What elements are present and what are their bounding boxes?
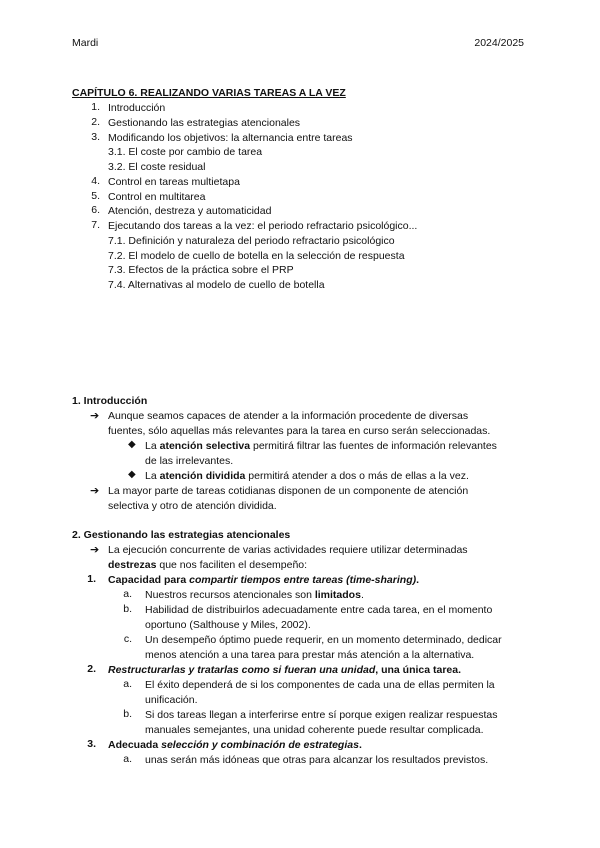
toc-item: Control en tareas multietapa (108, 175, 240, 188)
header-author: Mardi (72, 37, 99, 49)
toc-item: Atención, destreza y automaticidad (108, 205, 272, 218)
point-1c-line1: Un desempeño óptimo puede requerir, en un momento determinado, dedicar (145, 634, 502, 646)
toc-item: Control en multitarea (108, 190, 206, 203)
point-2-number: 2. (87, 663, 96, 675)
point-2a-line1: El éxito dependerá de si los componentes de cada una de ellas permiten la (145, 679, 495, 691)
toc-item: 7.2. El modelo de cuello de botella en la selección de respuesta (108, 249, 405, 262)
chapter-title: CAPÍTULO 6. REALIZANDO VARIAS TAREAS A LA VEZ (72, 87, 346, 99)
toc-item: 7.3. Efectos de la práctica sobre el PRP (108, 264, 294, 277)
point-2: Restructurarlas y tratarlas como si fueran una unidad, una única tarea. (108, 664, 462, 676)
point-2b-line1: Si dos tareas llegan a interferirse entre sí porque exigen realizar respuestas (145, 709, 498, 721)
s1-bullet1-line1: Aunque seamos capaces de atender a la información procedente de diversas (108, 410, 469, 422)
toc-item-number: 5. (91, 189, 100, 202)
point-1b-line2: oportuno (Salthouse y Miles, 2002). (145, 619, 311, 631)
arrow-bullet-icon: ➔ (90, 410, 100, 422)
point-3-number: 3. (87, 738, 96, 750)
s1-bullet2-line1: La mayor parte de tareas cotidianas disponen de un componente de atención (108, 485, 469, 497)
toc-item-number: 2. (91, 115, 100, 128)
toc-item-number: 7. (91, 219, 100, 231)
toc-item: 3.1. El coste por cambio de tarea (108, 146, 263, 159)
point-1-number: 1. (87, 573, 96, 585)
point-1a: Nuestros recursos atencionales son limitados. (145, 589, 364, 601)
s1-sub2: La atención dividida permitirá atender a dos o más de ellas a la vez. (145, 470, 469, 482)
s1-bullet1-line2: fuentes, sólo aquellas más relevantes para la tarea en curso serán seleccionadas. (108, 425, 491, 437)
toc-item: 3.2. El coste residual (108, 161, 206, 173)
toc-item: Modificando los objetivos: la alternancia entre tareas (108, 131, 353, 144)
s2-intro-line2: destrezas que nos faciliten el desempeño: (108, 559, 308, 571)
toc-item: 7.4. Alternativas al modelo de cuello de botella (108, 279, 325, 291)
toc-item: Ejecutando dos tareas a la vez: el periodo refractario psicológico... (108, 220, 418, 232)
toc-item: Introducción (108, 102, 166, 114)
toc-item: 7.1. Definición y naturaleza del periodo refractario psicológico (108, 234, 395, 247)
point-1b-letter: b. (123, 603, 132, 615)
diamond-bullet-icon: ◆ (128, 439, 136, 450)
point-2b-line2: manuales semejantes, una unidad coherente puede resultar complicada. (145, 724, 484, 736)
section-2-heading: 2. Gestionando las estrategias atencionales (72, 529, 291, 541)
point-2a-letter: a. (123, 678, 132, 690)
s1-sub1: La atención selectiva permitirá filtrar las fuentes de información relevantes (145, 440, 497, 452)
s2-intro-line1: La ejecución concurrente de varias actividades requiere utilizar determinadas (108, 544, 468, 556)
point-1b-line1: Habilidad de distribuirlos adecuadamente entre cada tarea, en el momento (145, 604, 493, 616)
point-3a-letter: a. (123, 753, 132, 765)
point-3a-line1: unas serán más idóneas que otras para alcanzar los resultados previstos. (145, 754, 489, 766)
toc-item-number: 1. (91, 101, 100, 113)
point-2b-letter: b. (123, 708, 132, 720)
toc-item-number: 4. (91, 174, 100, 187)
diamond-bullet-icon: ◆ (128, 469, 136, 480)
toc-item-number: 3. (91, 130, 100, 143)
toc-item-number: 6. (91, 204, 100, 217)
point-1c-line2: menos atención a una tarea para prestar más atención a la alternativa. (145, 649, 475, 661)
point-1a-letter: a. (123, 588, 132, 600)
s1-bullet2-line2: selectiva y otro de atención dividida. (108, 500, 277, 512)
point-3: Adecuada selección y combinación de estrategias. (108, 739, 362, 751)
header-year: 2024/2025 (474, 37, 524, 49)
toc-item: Gestionando las estrategias atencionales (108, 116, 301, 129)
s1-sub1-line2: de las irrelevantes. (145, 455, 234, 467)
arrow-bullet-icon: ➔ (90, 485, 100, 497)
point-1c-letter: c. (123, 633, 132, 645)
section-1-heading: 1. Introducción (72, 395, 148, 407)
point-1: Capacidad para compartir tiempos entre tareas (time-sharing). (108, 574, 420, 586)
arrow-bullet-icon: ➔ (90, 544, 100, 556)
point-2a-line2: unificación. (145, 694, 198, 706)
